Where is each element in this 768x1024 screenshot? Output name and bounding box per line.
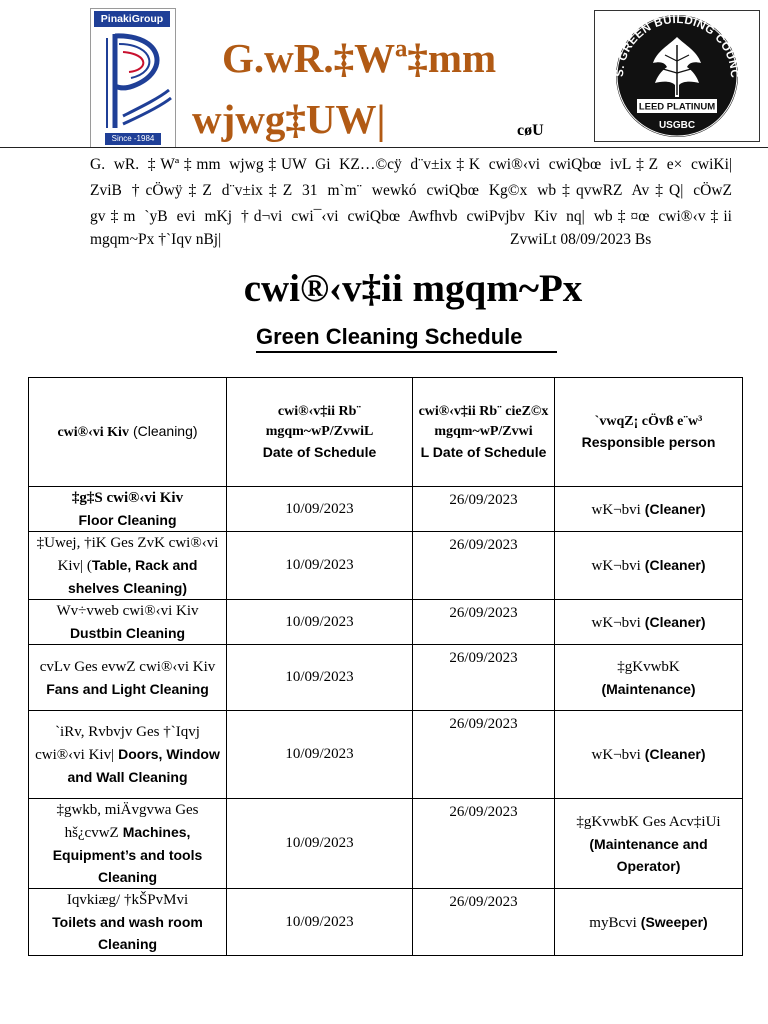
table-row (29, 645, 743, 711)
responsible-en: (Cleaner) (644, 500, 706, 517)
date-cell: 10/09/2023 (227, 487, 413, 532)
responsible-cell (555, 799, 743, 889)
notice-line: G. wR. ‡Wª‡mm wjwg‡UW Gi KZ…©cÿ d¨v±ix‡K cwi®‹vi cwiQbœ ivL‡Z e× cwiKi| (90, 156, 732, 173)
responsible-cell (555, 600, 743, 645)
responsible-bn: ‡gKvwbK Ges Acv‡iUi (576, 813, 721, 830)
responsible-bn: wK¬bvi (591, 558, 641, 574)
task-en: Dustbin Cleaning (69, 625, 186, 641)
task-cell (29, 645, 227, 711)
responsible-en: (Maintenance) (601, 680, 696, 697)
header-text: (Cleaning) (132, 423, 198, 439)
header-text: cwi®‹v‡ii Rb¨ cieZ©x mgqm~wP/Zvwi (418, 404, 549, 439)
header-cell-responsible (555, 378, 743, 487)
task-bn: Wv÷vweb cwi®‹vi Kiv (56, 603, 199, 619)
table-row (29, 711, 743, 799)
pinaki-p-emblem-icon (93, 28, 173, 132)
poo-text: cøU (517, 122, 544, 139)
header-cell-next-date (413, 378, 555, 487)
task-bn: ‡g‡S cwi®‹vi Kiv (71, 490, 184, 506)
notice-line: gv‡m `yB evi mKj †d¬vi cwi¯‹vi cwiQbœ Awfhvb cwiPvjbv Kiv nq| wb‡¤œ cwi®‹v‡ii (90, 208, 732, 225)
date-cell: 10/09/2023 (227, 889, 413, 956)
table-row (29, 532, 743, 600)
cleaning-schedule-table (28, 377, 743, 956)
header-cell-date (227, 378, 413, 487)
task-en: Machines, Equipment’s and tools Cleaning (52, 824, 203, 885)
task-bn: cvLv Ges evwZ cwi®‹vi Kiv (39, 658, 216, 675)
responsible-cell (555, 711, 743, 799)
date-cell: 10/09/2023 (227, 532, 413, 600)
notice-paragraph (90, 152, 732, 230)
task-bn: ‡gwkb, miÄvgvwa Ges hš¿cvwZ (56, 802, 199, 841)
task-en: Floor Cleaning (78, 512, 177, 528)
table-row (29, 889, 743, 956)
task-cell (29, 711, 227, 799)
task-bn: Iqvkiæg/ †kŠPvMvi (66, 892, 189, 908)
responsible-bn: wK¬bvi (591, 614, 641, 631)
date-cell: 10/09/2023 (227, 645, 413, 711)
header-text: Responsible person (581, 434, 716, 450)
task-cell (29, 799, 227, 889)
header-text: cwi®‹vi Kiv (57, 425, 129, 440)
next-date-cell: 26/09/2023 (413, 532, 555, 600)
responsible-cell (555, 532, 743, 600)
notice-line: mgqm~Px †`Iqv nBj| (90, 231, 222, 248)
table-header-row (29, 378, 743, 487)
task-cell (29, 600, 227, 645)
responsible-cell (555, 645, 743, 711)
responsible-en: (Maintenance and Operator) (589, 835, 708, 874)
header-cell-task (29, 378, 227, 487)
task-bn: `iRv, Rvbvjv Ges †`Iqvj cwi®‹vi Kiv| (35, 724, 200, 763)
logo-banner-text: LEED PLATINUM (638, 101, 716, 113)
task-en: Toilets and wash room Cleaning (52, 914, 203, 952)
responsible-en: (Cleaner) (644, 746, 706, 762)
schedule-title: cwi®‹v‡ii mgqm~Px (243, 267, 583, 310)
task-cell (29, 889, 227, 956)
task-cell (29, 487, 227, 532)
responsible-en: (Cleaner) (644, 613, 706, 630)
header-text: Date of Schedule (262, 444, 377, 460)
next-date-cell: 26/09/2023 (413, 600, 555, 645)
date-cell: 10/09/2023 (227, 600, 413, 645)
date-cell: 10/09/2023 (227, 799, 413, 889)
notice-line: ZviB †cÖwÿ‡Z d¨v±ix‡Z 31 m`m¨ wewkó cwiQbœ Kg©x wb‡qvwRZ Av‡Q| cÖwZ (90, 182, 732, 199)
table-row (29, 600, 743, 645)
next-date-cell: 26/09/2023 (413, 645, 555, 711)
next-date-cell: 26/09/2023 (413, 487, 555, 532)
date-cell: 10/09/2023 (227, 711, 413, 799)
responsible-bn: wK¬bvi (591, 501, 641, 518)
logo-bottom-text: USGBC (658, 120, 696, 131)
responsible-bn: ‡gKvwbK (617, 658, 680, 675)
logo-since-text: Since -1984 (105, 133, 161, 145)
responsible-en: (Sweeper) (640, 913, 708, 930)
task-en: Doors, Window and Wall Cleaning (67, 746, 220, 785)
task-cell (29, 532, 227, 600)
header-text: `vwqZ¡ cÖvß e¨w³ (594, 414, 703, 429)
company-name-line2: wjwg‡UW| (192, 96, 386, 142)
notice-date: ZvwiLt 08/09/2023 Bs (510, 231, 652, 248)
company-name-line1: G.wR.‡Wª‡mm (222, 35, 497, 81)
table-row (29, 487, 743, 532)
responsible-en: (Cleaner) (644, 557, 706, 573)
responsible-bn: myBcvi (589, 914, 637, 931)
next-date-cell: 26/09/2023 (413, 889, 555, 956)
header-text: cwi®‹v‡ii Rb¨ mgqm~wP/ZvwiL (265, 404, 374, 439)
next-date-cell: 26/09/2023 (413, 711, 555, 799)
next-date-cell: 26/09/2023 (413, 799, 555, 889)
pinaki-group-logo (90, 8, 176, 148)
task-en: Fans and Light Cleaning (46, 680, 209, 697)
responsible-cell (555, 889, 743, 956)
logo-ring-text: S. GREEN BUILDING COUNC (613, 13, 741, 79)
usgbc-leed-platinum-logo (594, 10, 760, 142)
responsible-bn: wK¬bvi (591, 747, 641, 763)
table-row (29, 799, 743, 889)
task-en: Table, Rack and shelves Cleaning) (67, 557, 198, 596)
header-divider (0, 147, 768, 148)
schedule-subtitle: Green Cleaning Schedule (256, 323, 557, 353)
task-bn: ‡Uwej, †iK Ges ZvK cwi®‹vi Kiv| ( (36, 535, 219, 574)
responsible-cell (555, 487, 743, 532)
logo-brand-text: PinakiGroup (94, 11, 170, 27)
header-text: L Date of Schedule (420, 444, 547, 460)
